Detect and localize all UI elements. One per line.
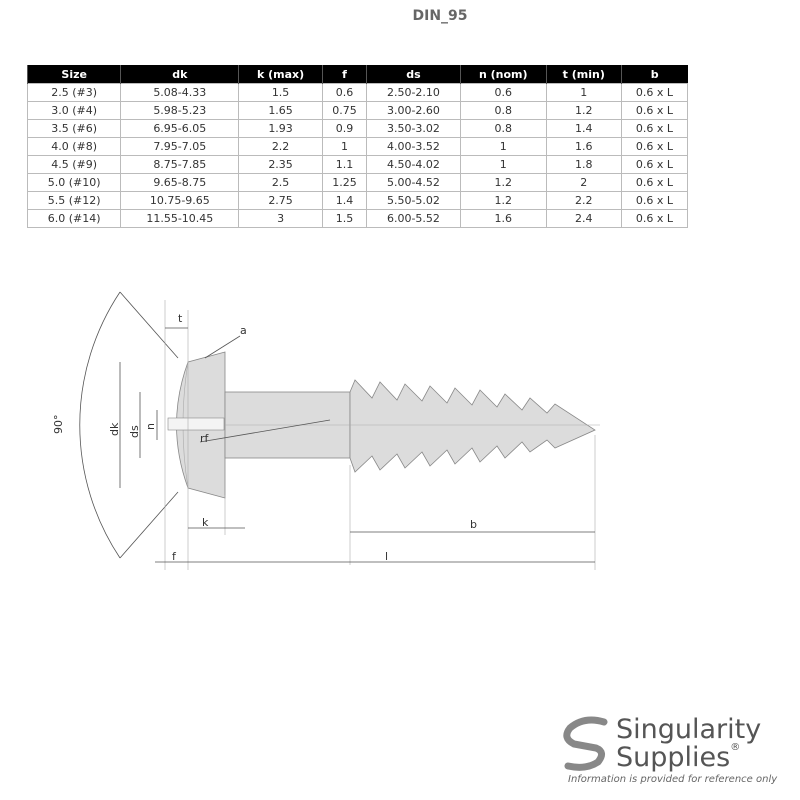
column-header: Size xyxy=(28,65,121,84)
table-cell: 3.50-3.02 xyxy=(367,120,461,138)
spec-table xyxy=(27,65,688,228)
table-cell: 0.6 x L xyxy=(621,210,687,228)
table-cell: 0.6 xyxy=(322,84,366,102)
table-cell: 1.93 xyxy=(239,120,323,138)
table-cell: 0.8 xyxy=(460,102,546,120)
table-cell: 2.50-2.10 xyxy=(367,84,461,102)
screw-drawing xyxy=(0,270,800,590)
table-row xyxy=(28,138,688,156)
table-cell: 5.98-5.23 xyxy=(121,102,239,120)
table-cell: 1.6 xyxy=(460,210,546,228)
table-cell: 1 xyxy=(322,138,366,156)
header-row xyxy=(28,65,688,84)
column-header: n (nom) xyxy=(460,65,546,84)
table-cell: 1.5 xyxy=(239,84,323,102)
table-cell: 1.25 xyxy=(322,174,366,192)
table-row xyxy=(28,102,688,120)
table-cell: 1 xyxy=(546,84,621,102)
table-cell: 2.4 xyxy=(546,210,621,228)
table-cell: 0.6 x L xyxy=(621,174,687,192)
brand-name-line1: Singularity xyxy=(616,714,762,745)
label-t: t xyxy=(178,312,183,325)
screw-thread xyxy=(350,380,595,472)
table-row xyxy=(28,156,688,174)
column-header: t (min) xyxy=(546,65,621,84)
table-cell: 0.6 x L xyxy=(621,138,687,156)
table-cell: 0.9 xyxy=(322,120,366,138)
table-cell: 2.5 xyxy=(239,174,323,192)
table-cell: 10.75-9.65 xyxy=(121,192,239,210)
column-header: k (max) xyxy=(239,65,323,84)
table-row xyxy=(28,120,688,138)
table-row xyxy=(28,210,688,228)
table-cell: 4.50-4.02 xyxy=(367,156,461,174)
brand-name-line2 xyxy=(616,742,740,773)
label-b: b xyxy=(470,518,477,531)
spec-table-body xyxy=(28,84,688,228)
column-header: f xyxy=(322,65,366,84)
label-f: f xyxy=(172,550,176,563)
table-cell: 0.8 xyxy=(460,120,546,138)
table-cell: 1.5 xyxy=(322,210,366,228)
table-cell: 0.6 x L xyxy=(621,102,687,120)
table-cell: 11.55-10.45 xyxy=(121,210,239,228)
column-header: ds xyxy=(367,65,461,84)
brand-logo xyxy=(560,712,790,792)
table-cell: 6.95-6.05 xyxy=(121,120,239,138)
label-rf: rf xyxy=(200,432,209,445)
table-cell: 3.00-2.60 xyxy=(367,102,461,120)
table-cell: 0.6 xyxy=(460,84,546,102)
table-cell: 5.5 (#12) xyxy=(28,192,121,210)
table-cell: 1.2 xyxy=(460,192,546,210)
table-cell: 5.00-4.52 xyxy=(367,174,461,192)
table-cell: 2.35 xyxy=(239,156,323,174)
table-row xyxy=(28,174,688,192)
column-header: b xyxy=(621,65,687,84)
table-cell: 6.00-5.52 xyxy=(367,210,461,228)
table-cell: 3 xyxy=(239,210,323,228)
table-cell: 3.0 (#4) xyxy=(28,102,121,120)
page-title: DIN_95 xyxy=(412,8,468,24)
table-cell: 2.75 xyxy=(239,192,323,210)
table-cell: 5.08-4.33 xyxy=(121,84,239,102)
head-slot xyxy=(168,418,224,430)
table-cell: 4.0 (#8) xyxy=(28,138,121,156)
table-cell: 1 xyxy=(460,138,546,156)
label-l: l xyxy=(385,550,389,563)
brand-mark-icon xyxy=(560,714,614,774)
table-cell: 1.6 xyxy=(546,138,621,156)
label-dk: dk xyxy=(108,422,121,436)
column-header: dk xyxy=(121,65,239,84)
label-a: a xyxy=(240,324,247,337)
table-cell: 0.6 x L xyxy=(621,120,687,138)
table-cell: 0.6 x L xyxy=(621,156,687,174)
table-cell: 1.2 xyxy=(460,174,546,192)
table-cell: 2.2 xyxy=(546,192,621,210)
table-cell: 8.75-7.85 xyxy=(121,156,239,174)
table-cell: 6.0 (#14) xyxy=(28,210,121,228)
table-cell: 5.0 (#10) xyxy=(28,174,121,192)
angle-label: 90° xyxy=(52,414,65,434)
table-cell: 1 xyxy=(460,156,546,174)
table-cell: 9.65-8.75 xyxy=(121,174,239,192)
table-cell: 1.2 xyxy=(546,102,621,120)
spec-table-header xyxy=(28,65,688,84)
table-cell: 1.8 xyxy=(546,156,621,174)
disclaimer: Information is provided for reference only xyxy=(568,774,778,785)
table-cell: 1.65 xyxy=(239,102,323,120)
registered-mark: ® xyxy=(730,742,741,753)
table-cell: 1.4 xyxy=(322,192,366,210)
table-cell: 0.6 x L xyxy=(621,192,687,210)
table-cell: 7.95-7.05 xyxy=(121,138,239,156)
table-cell: 5.50-5.02 xyxy=(367,192,461,210)
angle-leg-upper xyxy=(120,292,178,358)
table-row xyxy=(28,84,688,102)
table-cell: 4.00-3.52 xyxy=(367,138,461,156)
brand-name-line2-text: Supplies xyxy=(616,742,731,773)
label-ds: ds xyxy=(128,425,141,438)
table-cell: 3.5 (#6) xyxy=(28,120,121,138)
table-cell: 2.5 (#3) xyxy=(28,84,121,102)
table-cell: 2.2 xyxy=(239,138,323,156)
label-k: k xyxy=(202,516,209,529)
table-cell: 0.6 x L xyxy=(621,84,687,102)
table-cell: 4.5 (#9) xyxy=(28,156,121,174)
table-cell: 1.1 xyxy=(322,156,366,174)
table-cell: 2 xyxy=(546,174,621,192)
angle-leg-lower xyxy=(120,492,178,558)
label-n: n xyxy=(144,423,157,430)
table-cell: 1.4 xyxy=(546,120,621,138)
table-row xyxy=(28,192,688,210)
table-cell: 0.75 xyxy=(322,102,366,120)
